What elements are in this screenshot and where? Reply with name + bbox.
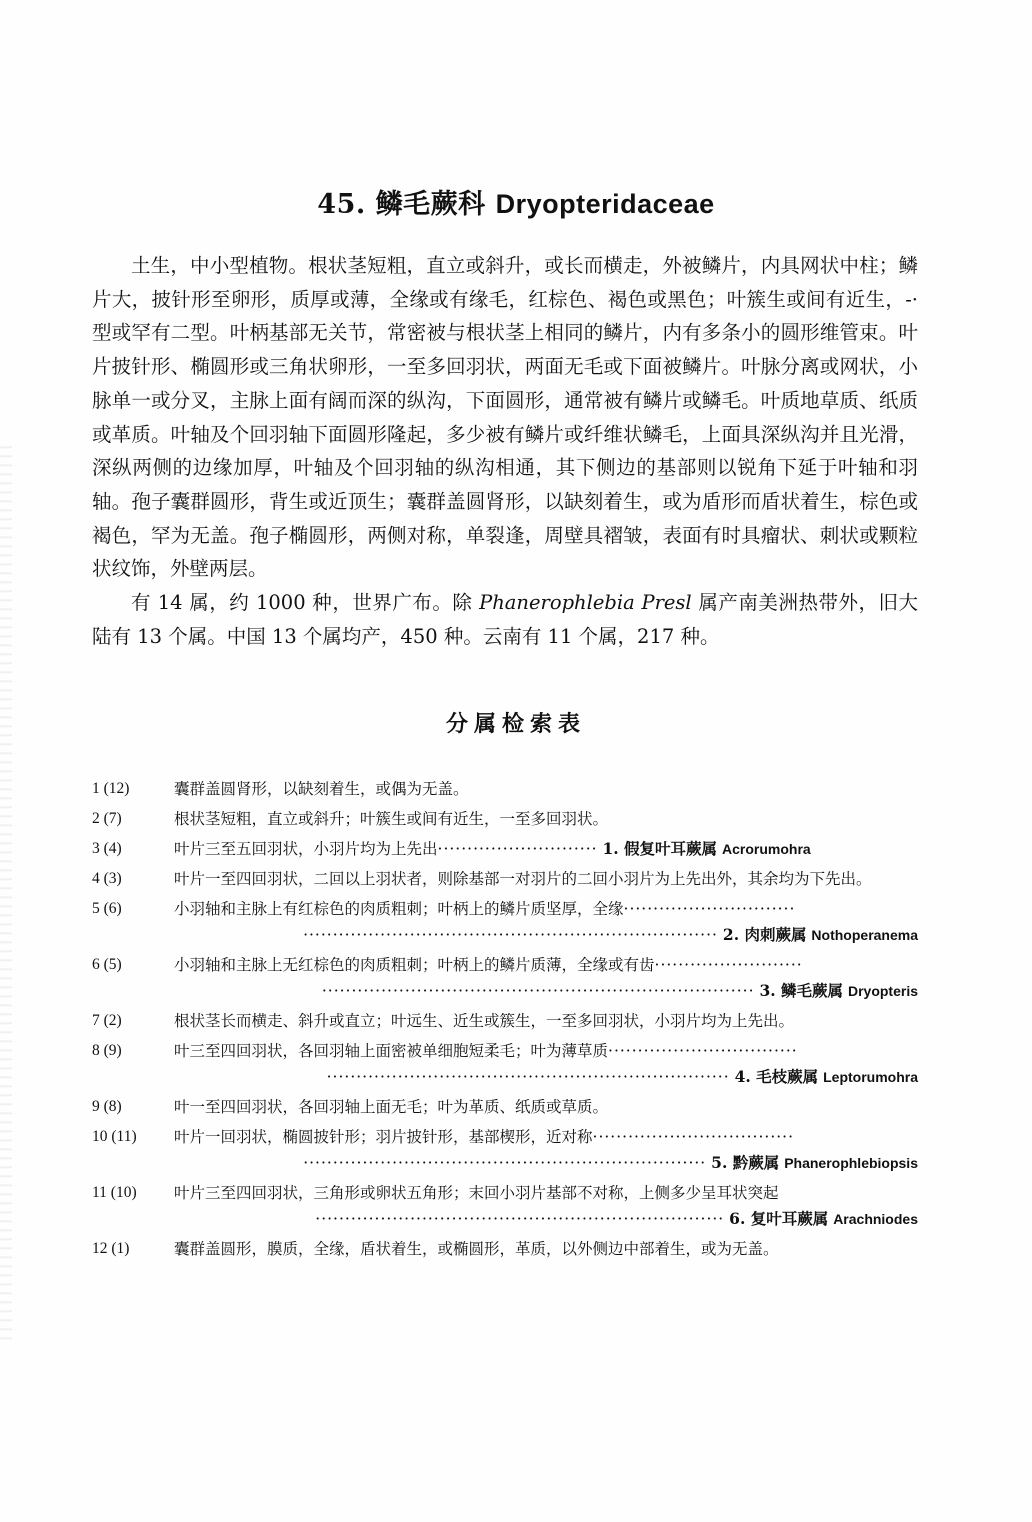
dot-leader: ··························· — [437, 840, 598, 858]
key-text: 叶三至四回羽状，各回羽轴上面密被单细胞短柔毛；叶为薄草质 — [174, 1042, 609, 1060]
dot-leader: ······································································ — [303, 926, 718, 944]
taxon-latin: Arachniodes — [833, 1211, 918, 1227]
key-entry-10 — [92, 1124, 918, 1176]
paragraph-2-italic-genus: Phanerophlebia Presl — [479, 591, 692, 615]
taxon-latin: Nothoperanema — [811, 927, 918, 943]
paragraph-2-end: 属产南美洲热带外，旧大陆有 13 个属。中国 13 个属均产，450 种。云南有 11 个属，217 种。 — [92, 591, 919, 648]
taxon-chinese: 6. 复叶耳蕨属 — [729, 1209, 829, 1228]
key-number: 11 (10) — [92, 1184, 137, 1201]
key-entry-1 — [92, 776, 918, 802]
taxon-chinese: 4. 毛枝蕨属 — [734, 1067, 819, 1086]
key-text-with-taxon — [174, 1180, 918, 1232]
key-text: 叶片三至四回羽状，三角形或卵状五角形；末回小羽片基部不对称，上侧多少呈耳状突起 — [174, 1184, 779, 1202]
key-text: 叶片三至五回羽状，小羽片均为上先出 — [174, 840, 438, 858]
taxon-latin: Acrorumohra — [722, 841, 811, 857]
key-number: 12 (1) — [92, 1240, 130, 1257]
key-text-with-taxon — [174, 896, 918, 948]
key-title: 分属检索表 — [445, 711, 586, 737]
key-text: 叶片一至四回羽状，二回以上羽状者，则除基部一对羽片的二回小羽片为上先出外，其余均为下先出。 — [174, 870, 872, 888]
key-entry-6 — [92, 952, 918, 1004]
family-title — [0, 182, 1032, 221]
key-text: 根状茎长而横走、斜升或直立；叶远生、近生或簇生，一至多回羽状，小羽片均为上先出。 — [174, 1012, 795, 1030]
taxon-chinese: 3. 鳞毛蕨属 — [759, 981, 844, 1000]
family-latin-name: Dryopteridaceae — [495, 189, 715, 219]
key-text: 叶片一回羽状，椭圆披针形；羽片披针形，基部楔形，近对称 — [174, 1128, 593, 1146]
taxon-latin: Leptorumohra — [823, 1069, 918, 1085]
dot-leader: ···································································· — [326, 1068, 730, 1086]
key-entry-3 — [92, 836, 918, 862]
key-text-with-taxon — [174, 836, 918, 862]
key-entry-9 — [92, 1094, 918, 1120]
key-text: 囊群盖圆形，膜质，全缘，盾状着生，或椭圆形，革质，以外侧边中部着生，或为无盖。 — [174, 1240, 779, 1258]
dot-leader: ········································································· — [321, 982, 755, 1000]
key-number: 3 (4) — [92, 840, 122, 857]
key-text-with-taxon — [174, 952, 918, 1004]
family-chinese-name: 鳞毛蕨科 — [375, 189, 486, 220]
description-paragraph-2 — [92, 586, 918, 653]
key-number: 6 (5) — [92, 956, 122, 973]
key-entry-4 — [92, 866, 918, 892]
genus-key — [92, 776, 918, 1266]
scan-edge-artifact — [0, 440, 12, 1340]
key-text: 囊群盖圆肾形，以缺刻着生，或偶为无盖。 — [174, 780, 469, 798]
key-entry-5 — [92, 896, 918, 948]
key-text: 小羽轴和主脉上有红棕色的肉质粗刺；叶柄上的鳞片质坚厚，全缘 — [174, 900, 624, 918]
key-entry-12 — [92, 1236, 918, 1262]
key-entry-11 — [92, 1180, 918, 1232]
dot-leader: ·································· — [592, 1128, 795, 1146]
key-number: 5 (6) — [92, 900, 122, 917]
key-entry-2 — [92, 806, 918, 832]
paragraph-2-start: 有 14 属，约 1000 种，世界广布。除 — [131, 591, 473, 615]
taxon-latin: Dryopteris — [847, 983, 918, 999]
key-text: 根状茎短粗，直立或斜升；叶簇生或间有近生，一至多回羽状。 — [174, 810, 609, 828]
taxon-chinese: 5. 黔蕨属 — [711, 1153, 780, 1172]
dot-leader: ························· — [654, 956, 803, 974]
taxon-latin: Phanerophlebiopsis — [784, 1155, 918, 1171]
dot-leader: ···································································· — [303, 1154, 707, 1172]
taxon-chinese: 1. 假复叶耳蕨属 — [602, 839, 718, 858]
description-paragraph-1: 土生，中小型植物。根状茎短粗，直立或斜升，或长而横走，外被鳞片，内具网状中柱；鳞片大，披针形至卵形，质厚或薄，全缘或有缘毛，红棕色、褐色或黑色；叶簇生或间有近生，-·型或罕有二型。叶柄基部无关节，常密被与根状茎上相同的鳞片，内有多条小的圆形维管束。叶片披针形、椭圆形或三角状卵形，一至多回羽状，两面无毛或下面被鳞片。叶脉分离或网状，小脉单一或分叉，主脉上面有阔而深的纵沟，下面圆形，通常被有鳞片或鳞毛。叶质地草质、纸质或革质。叶轴及个回羽轴下面圆形隆起，多少被有鳞片或纤维状鳞毛，上面具深纵沟并且光滑，深纵两侧的边缘加厚，叶轴及个回羽轴的纵沟相通，其下侧边的基部则以锐角下延于叶轴和羽轴。孢子囊群圆形，背生或近顶生；囊群盖圆肾形，以缺刻着生，或为盾形而盾状着生，棕色或褐色，罕为无盖。孢子椭圆形，两侧对称，单裂逢，周壁具褶皱，表面有时具瘤状、刺状或颗粒状纹饰，外壁两层。 — [92, 254, 918, 581]
key-number: 1 (12) — [92, 780, 130, 797]
key-text-with-taxon — [174, 1038, 918, 1090]
key-text-with-taxon — [174, 1124, 918, 1176]
key-number: 10 (11) — [92, 1128, 137, 1145]
key-number: 9 (8) — [92, 1098, 122, 1115]
key-text: 小羽轴和主脉上无红棕色的肉质粗刺；叶柄上的鳞片质薄，全缘或有齿 — [174, 956, 655, 974]
family-description — [92, 249, 918, 653]
key-entry-7 — [92, 1008, 918, 1034]
key-entry-8 — [92, 1038, 918, 1090]
key-number: 7 (2) — [92, 1012, 122, 1029]
dot-leader: ································ — [608, 1042, 798, 1060]
dot-leader: ····························· — [623, 900, 796, 918]
taxon-chinese: 2. 肉刺蕨属 — [722, 925, 807, 944]
key-number: 8 (9) — [92, 1042, 122, 1059]
key-text: 叶一至四回羽状，各回羽轴上面无毛；叶为革质、纸质或草质。 — [174, 1098, 609, 1116]
family-number: 45. — [317, 189, 366, 220]
key-number: 2 (7) — [92, 810, 122, 827]
dot-leader: ····································································· — [315, 1210, 725, 1228]
key-number: 4 (3) — [92, 870, 122, 887]
